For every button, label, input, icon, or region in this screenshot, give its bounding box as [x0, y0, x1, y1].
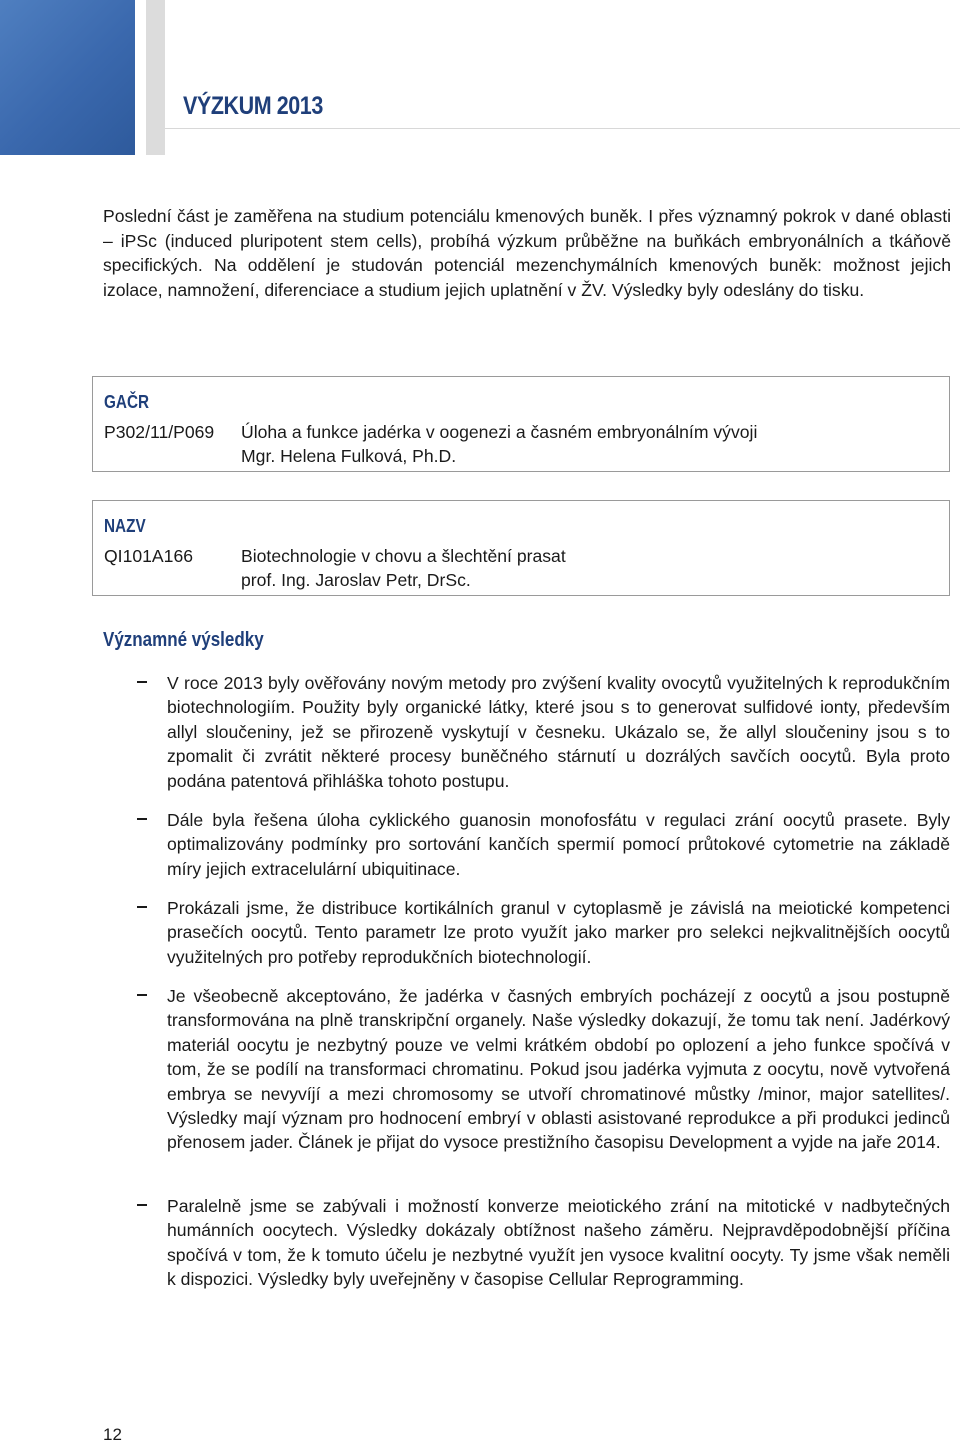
bullet-dash-icon	[137, 994, 147, 996]
grant-code: QI101A166	[104, 546, 194, 566]
grant-person: Mgr. Helena Fulková, Ph.D.	[241, 446, 457, 466]
intro-paragraph: Poslední část je zaměřena na studium potenciálu kmenových buněk. I přes významný pokrok v dané oblasti – iPSc (induced pluripotent stem cells), probíhá výzkum průběžne na buňkách embryonálních a tkáňově specifických. Na oddělení je studován potenciál mezenchymálních kmenových buněk: možnost jejich izolace, namnožení, diferenciace a studium jejich uplatnění v ŽV. Výsledky byly odeslány do tisku.	[103, 206, 951, 300]
list-item: Paralelně jsme se zabývali i možností konverze meiotického zrání na mitotické v nadbytečných humánních oocytech. Výsledky dokázaly obtížnost našeho záměru. Nejpravděpodobnější příčina spočívá v tom, že k tomuto účelu je nezbytné využít jen vysoce kvalitní oocyty. Ty jsme však neměli k dispozici. Výsledky byly uveřejněny v časopise Cellular Reprogramming.	[167, 1196, 950, 1290]
grant-person: prof. Ing. Jaroslav Petr, DrSc.	[241, 570, 471, 590]
grant-box-gacr	[92, 376, 950, 472]
list-item: Prokázali jsme, že distribuce kortikálních granul v cytoplasmě je závislá na meiotické kompetenci prasečích oocytů. Tento parametr lze proto využít jako marker pro selekci nejkvalitnějších oocytů využitelných pro potřeby reprodukčních biotechnologií.	[167, 898, 950, 967]
bullet-dash-icon	[137, 818, 147, 820]
grant-box-nazv	[92, 500, 950, 596]
grant-agency: GAČR	[104, 392, 150, 412]
header-rule	[165, 128, 960, 129]
grant-agency: NAZV	[104, 516, 146, 536]
bullet-dash-icon	[137, 1204, 147, 1206]
results-heading: Významné výsledky	[103, 629, 264, 651]
list-item: Je všeobecně akceptováno, že jadérka v časných embryích pocházejí z oocytů a jsou postupně transformována na plně transkripční organely. Naše výsledky dokazují, že tomu tak není. Jadérkový materiál oocytu je nezbytný pouze ve velmi krátkém období po oplození a jeho funkce spočívá v tom, že se podílí na transformaci chromatinu. Pokud jsou jadérka vyjmuta z oocytu, nově vytvořená embrya se nevyvíjí a mezi chromosomy se utvoří chromatinové můstky /minor, major satellites/. Výsledky mají význam pro hodnocení embryí v oblasti asistované reprodukce a při produkci jedinců přenosem jader. Článek je přijat do vysoce prestižního časopisu Development a vyjde na jaře 2014.	[167, 986, 950, 1153]
list-item: Dále byla řešena úloha cyklického guanosin monofosfátu v regulaci zrání oocytů prasete. Byly optimalizovány podmínky pro sortování kančích spermií pomocí průtokové cytometrie na základě míry jejich extracelulární ubiquitinace.	[167, 810, 950, 879]
grant-title: Úloha a funkce jadérka v oogenezi a časném embryonálním vývoji	[241, 422, 758, 442]
grant-code: P302/11/P069	[104, 422, 215, 442]
list-item: V roce 2013 byly ověřovány novým metody pro zvýšení kvality ovocytů využitelných k reprodukčním biotechnologiím. Použity byly organické látky, které jsou s to generovat sulfidové ionty, především allyl sloučeniny, jež se přirozeně vyskytují v česneku. Ukázalo se, že allyl sloučeniny jsou s to zpomalit či zvrátit některé procesy buněčného stárnutí u dozrálých savčích oocytů. Byla proto podána patentová přihláška tohoto postupu.	[167, 673, 950, 791]
bullet-dash-icon	[137, 906, 147, 908]
header-bar-grey	[146, 0, 165, 155]
page-title: VÝZKUM 2013	[183, 92, 323, 120]
header-bar-blue	[0, 0, 135, 155]
bullet-dash-icon	[137, 681, 147, 683]
grant-title: Biotechnologie v chovu a šlechtění prasat	[241, 546, 566, 566]
page-number: 12	[103, 1425, 122, 1444]
